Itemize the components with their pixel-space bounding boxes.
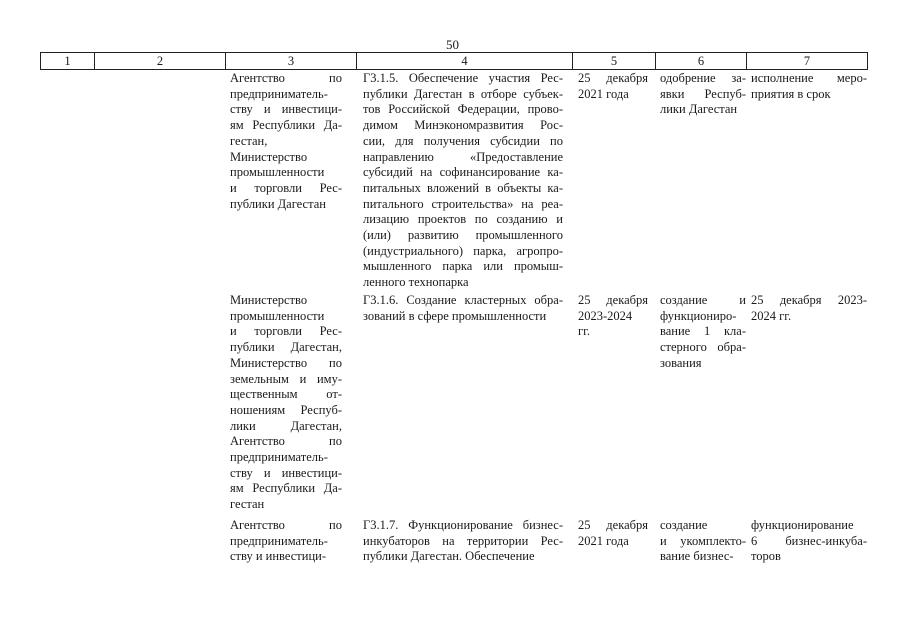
cell-line: предприниматель-	[230, 86, 328, 101]
cell-line: вание 1 кла-	[660, 324, 746, 339]
header-cell-7: 7	[747, 53, 868, 69]
cell-line: Министерство по	[230, 355, 342, 370]
cell-line: создание и	[660, 293, 746, 307]
cell-line: ям Республики Да-	[230, 481, 342, 496]
cell-line: 6 бизнес-инкуба-	[751, 533, 867, 548]
cell-line: ям Республики Да-	[230, 118, 342, 133]
cell-line: Агентство по	[230, 71, 342, 85]
cell-line: зований в сфере промышленности	[363, 308, 547, 323]
cell-line: направлению «Предоставление	[363, 149, 563, 164]
cell-line: 2021 года	[578, 533, 629, 548]
cell-line: функционирование	[751, 518, 854, 532]
cell-line: стерного обра-	[660, 340, 746, 355]
cell-line: тов Российской Федерации, прово-	[363, 102, 563, 117]
cell-line: промышленности	[230, 165, 325, 180]
result-cell	[660, 293, 746, 372]
cell-line: гг.	[578, 324, 590, 339]
cell-line: 2024 гг.	[751, 308, 792, 323]
cell-line: Агентство по	[230, 434, 342, 449]
cell-line: гестан,	[230, 133, 268, 148]
cell-line: 2023-2024	[578, 308, 633, 323]
cell-line: Г3.1.7. Функционирование бизнес-	[363, 518, 563, 532]
cell-line: Министерство	[230, 149, 308, 164]
deadline-cell	[578, 518, 648, 549]
cell-line: земельным и иму-	[230, 371, 342, 386]
cell-line: ству и инвестици-	[230, 102, 342, 117]
cell-line: торов	[751, 549, 781, 564]
header-cell-6: 6	[656, 53, 747, 69]
header-cell-3: 3	[226, 53, 357, 69]
deadline-cell	[578, 71, 648, 102]
cell-line: публики Дагестан,	[230, 340, 342, 355]
cell-line: (или) развитию промышленного	[363, 228, 563, 243]
cell-line: создание	[660, 518, 708, 532]
cell-line: сии, для получения субсидии по	[363, 133, 563, 148]
measure-cell	[363, 518, 563, 565]
header-cell-5: 5	[573, 53, 656, 69]
cell-line: исполнение меро-	[751, 71, 867, 85]
cell-line: зования	[660, 355, 702, 370]
deadline-cell	[578, 293, 648, 340]
indicator-cell	[751, 293, 867, 324]
cell-line: публики Дагестан в отборе субъек-	[363, 86, 563, 101]
cell-line: явки Респуб-	[660, 86, 746, 101]
cell-line: питального строительства» на реа-	[363, 196, 563, 211]
cell-line: лики Дагестан	[660, 102, 738, 117]
indicator-cell	[751, 71, 867, 102]
cell-line: публики Дагестан. Обеспечение	[363, 549, 535, 564]
cell-line: публики Дагестан	[230, 196, 326, 211]
cell-line: ству и инвестици-	[230, 549, 326, 564]
cell-line: и торговли Рес-	[230, 324, 342, 339]
table-header-row	[40, 52, 868, 70]
cell-line: предприниматель-	[230, 450, 328, 465]
cell-line: димом Минэкономразвития Рос-	[363, 118, 563, 133]
result-cell	[660, 71, 746, 118]
cell-line: 25 декабря 2023-	[751, 293, 867, 307]
cell-line: мышленного парка или промыш-	[363, 259, 563, 274]
cell-line: 25 декабря	[578, 71, 648, 85]
cell-line: лики Дагестан,	[230, 418, 342, 433]
cell-line: вание бизнес-	[660, 549, 734, 564]
header-cell-2: 2	[95, 53, 226, 69]
responsible-cell	[230, 518, 342, 565]
cell-line: инкубаторов на территории Рес-	[363, 533, 563, 548]
cell-line: и укомплекто-	[660, 533, 746, 548]
cell-line: лизацию проектов по созданию и	[363, 212, 563, 227]
header-cell-1: 1	[40, 53, 95, 69]
cell-line: Министерство	[230, 293, 308, 307]
measure-cell	[363, 71, 563, 291]
cell-line: ношениям Респуб-	[230, 402, 342, 417]
cell-line: щественным от-	[230, 387, 342, 402]
cell-line: (индустриального) парка, агропро-	[363, 243, 563, 258]
cell-line: 2021 года	[578, 86, 629, 101]
page-number: 50	[446, 37, 459, 52]
cell-line: предприниматель-	[230, 533, 328, 548]
cell-line: Г3.1.5. Обеспечение участия Рес-	[363, 71, 563, 85]
cell-line: и торговли Рес-	[230, 180, 342, 195]
cell-line: питальных вложений в объекты ка-	[363, 180, 563, 195]
indicator-cell	[751, 518, 867, 565]
cell-line: Агентство по	[230, 518, 342, 532]
cell-line: 25 декабря	[578, 293, 648, 307]
cell-line: гестан	[230, 497, 265, 512]
cell-line: субсидий на софинансирование ка-	[363, 165, 563, 180]
cell-line: промышленности	[230, 308, 325, 323]
cell-line: функциониро-	[660, 308, 737, 323]
responsible-cell	[230, 293, 342, 513]
cell-line: ленного технопарка	[363, 275, 469, 290]
cell-line: 25 декабря	[578, 518, 648, 532]
responsible-cell	[230, 71, 342, 212]
result-cell	[660, 518, 746, 565]
cell-line: одобрение за-	[660, 71, 746, 85]
cell-line: приятия в срок	[751, 86, 831, 101]
header-cell-4: 4	[357, 53, 573, 69]
measure-cell	[363, 293, 563, 324]
cell-line: Г3.1.6. Создание кластерных обра-	[363, 293, 563, 307]
cell-line: ству и инвестици-	[230, 465, 342, 480]
